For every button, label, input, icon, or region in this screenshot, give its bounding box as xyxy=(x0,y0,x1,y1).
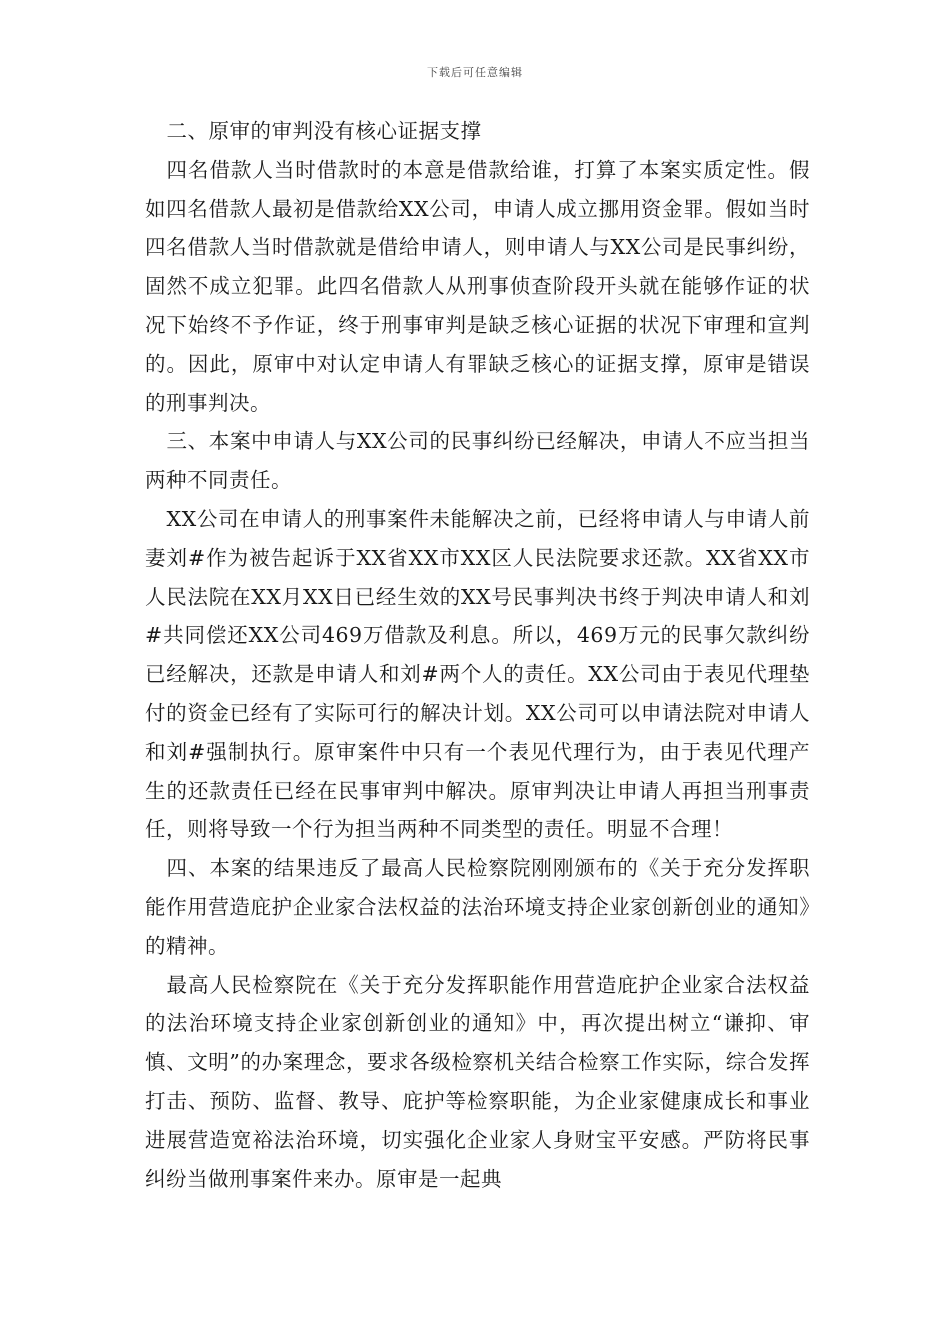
section-heading-2: 二、原审的审判没有核心证据支撑 xyxy=(166,119,482,143)
page-header: 下载后可任意编辑 xyxy=(427,66,523,79)
paragraph: 最高人民检察院在《关于充分发挥职能作用营造庇护企业家合法权益的法治环境支持企业家创新创业的通知》中，再次提出树立“谦抑、审慎、文明”的办案理念，要求各级检察机关结合检察工作实际，综合发挥打击、预防、监督、教导、庇护等检察职能，为企业家健康成长和事业进展营造宽裕法治环境，切实强化企业家人身财宝平安感。严防将民事纠纷当做刑事案件来办。原审是一起典 xyxy=(145,972,810,1191)
section-heading-3: 三、本案中申请人与XX公司的民事纠纷已经解决，申请人不应当担当两种不同责任。 xyxy=(145,429,810,493)
paragraph: XX公司在申请人的刑事案件未能解决之前，已经将申请人与申请人前妻刘#作为被告起诉于XX省XX市XX区人民法院要求还款。XX省XX市人民法院在XX月XX日已经生效的XX号民事判决书终于判决申请人和刘#共同偿还XX公司469万借款及利息。所以，469万元的民事欠款纠纷已经解决，还款是申请人和刘#两个人的责任。XX公司由于表见代理垫付的资金已经有了实际可行的解决计划。XX公司可以申请法院对申请人和刘#强制执行。原审案件中只有一个表见代理行为，由于表见代理产生的还款责任已经在民事审判中解决。原审判决让申请人再担当刑事责任，则将导致一个行为担当两种不同类型的责任。明显不合理！ xyxy=(145,506,810,842)
paragraph: 四名借款人当时借款时的本意是借款给谁，打算了本案实质定性。假如四名借款人最初是借款给XX公司，申请人成立挪用资金罪。假如当时四名借款人当时借款就是借给申请人，则申请人与XX公司是民事纠纷，固然不成立犯罪。此四名借款人从刑事侦查阶段开头就在能够作证的状况下始终不予作证，终于刑事审判是缺乏核心证据的状况下审理和宣判的。因此，原审中对认定申请人有罪缺乏核心的证据支撑，原审是错误的刑事判决。 xyxy=(145,157,810,415)
document-body xyxy=(145,112,810,1198)
section-heading-4: 四、本案的结果违反了最高人民检察院刚刚颁布的《关于充分发挥职能作用营造庇护企业家合法权益的法治环境支持企业家创新创业的通知》的精神。 xyxy=(145,856,810,958)
